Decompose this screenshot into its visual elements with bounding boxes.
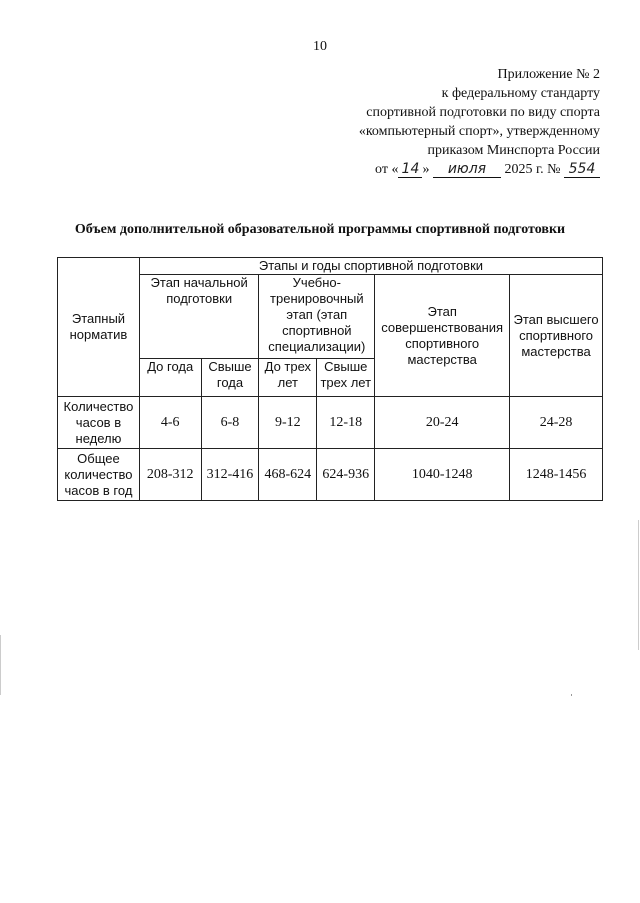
subheader-training-2: Свыше трех лет	[317, 359, 375, 397]
handwritten-day: 14	[398, 162, 422, 178]
row-label: Общее количество часов в год	[58, 449, 140, 501]
header-norm: Этапный норматив	[58, 258, 140, 397]
table-cell: 1248-1456	[510, 449, 603, 501]
table-cell: 12-18	[317, 397, 375, 449]
appendix-line-1: Приложение № 2	[497, 67, 600, 82]
table-cell: 6-8	[201, 397, 259, 449]
header-stages: Этапы и годы спортивной подготовки	[139, 258, 602, 275]
header-initial-stage: Этап начальной подготовки	[139, 275, 259, 359]
header-improvement-stage: Этап совершенствования спортивного мастерства	[375, 275, 510, 397]
header-highest-stage: Этап высшего спортивного мастерства	[510, 275, 603, 397]
date-year: 2025 г. №	[504, 162, 561, 177]
table-cell: 624-936	[317, 449, 375, 501]
table-cell: 24-28	[510, 397, 603, 449]
appendix-header	[359, 65, 600, 179]
handwritten-order-number: 554	[564, 162, 600, 178]
row-label: Количество часов в неделю	[58, 397, 140, 449]
table-cell: 312-416	[201, 449, 259, 501]
table-row	[58, 397, 603, 449]
table-row	[58, 449, 603, 501]
table-cell: 4-6	[139, 397, 201, 449]
table-cell: 468-624	[259, 449, 317, 501]
appendix-line-5: приказом Минспорта России	[427, 143, 600, 158]
table-cell: 20-24	[375, 397, 510, 449]
handwritten-month: июля	[433, 162, 501, 178]
appendix-line-2: к федеральному стандарту	[441, 86, 600, 101]
scan-speck	[571, 694, 572, 696]
norms-table	[57, 257, 603, 501]
document-title: Объем дополнительной образовательной программы спортивной подготовки	[74, 222, 566, 237]
subheader-initial-2: Свыше года	[201, 359, 259, 397]
order-date-line	[359, 160, 600, 179]
subheader-training-1: До трех лет	[259, 359, 317, 397]
page-number: 10	[313, 39, 327, 54]
table-cell: 208-312	[139, 449, 201, 501]
date-prefix: от «	[375, 162, 399, 177]
table-cell: 1040-1248	[375, 449, 510, 501]
subheader-initial-1: До года	[139, 359, 201, 397]
date-day-suffix: »	[422, 162, 430, 177]
header-training-stage: Учебно-тренировочный этап (этап спортивной специализации)	[259, 275, 375, 359]
scan-edge-mark-right	[638, 520, 639, 650]
table-cell: 9-12	[259, 397, 317, 449]
appendix-line-4: «компьютерный спорт», утвержденному	[358, 124, 600, 139]
appendix-line-3: спортивной подготовки по виду спорта	[366, 105, 600, 120]
scan-edge-mark-left	[0, 635, 1, 695]
